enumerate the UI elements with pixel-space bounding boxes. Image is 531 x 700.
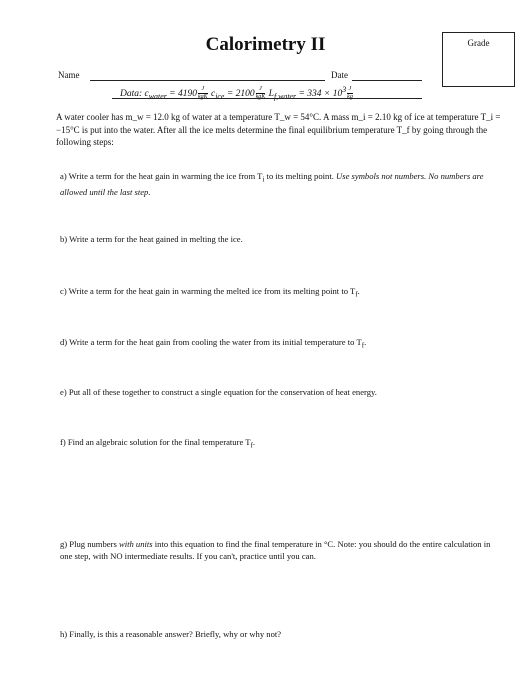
latent-heat-symbol: L — [268, 89, 274, 100]
question-e: e) Put all of these together to construct a single equation for the conservation of heat energy. — [60, 387, 377, 397]
question-h: h) Finally, is this a reasonable answer? Briefly, why or why not? — [60, 629, 282, 639]
c-water-symbol: c — [144, 89, 149, 100]
question-f: f) Find an algebraic solution for the final temperature $T_f$. — [60, 437, 256, 450]
latent-heat-sub: f,water — [273, 92, 297, 102]
latent-heat-unit: $\frac{J}{kg}$ — [347, 86, 353, 101]
data-underline — [112, 98, 422, 99]
question-g: g) Plug numbers with units into this equation to find the final temperature in °C. Note: you should do the entire calculation in one step, with NO intermediate results. If you can't, practice until you can. — [60, 539, 491, 561]
name-line — [90, 80, 325, 81]
c-ice-sub: ice — [215, 92, 225, 102]
c-ice-symbol: c — [211, 89, 216, 100]
grade-box — [442, 32, 515, 87]
date-label: Date — [331, 70, 348, 80]
question-a: a) Write a term for the heat gain in warming the ice from $T_i$ to its melting point. Use symbols not numbers. No numbers are allowed until the last step. — [60, 171, 484, 197]
name-label: Name — [58, 70, 80, 80]
worksheet-title: Calorimetry II — [205, 34, 326, 55]
date-line — [352, 80, 422, 81]
latent-heat-exp: 3 — [342, 85, 347, 94]
problem-statement: A water cooler has m_w = 12.0 kg of water at a temperature T_w = 54°C. A mass m_i = 2.10 kg of ice at temperature T_i = −15°C is put into the water. After all the ice melts determine the final equilibrium temperature T_f by going through the following steps: — [56, 112, 501, 147]
c-water-sub: water — [148, 92, 167, 102]
c-ice-unit: $\frac{J}{\text{kgK}}$ — [255, 86, 266, 101]
c-ice-value: = 2100 — [224, 89, 255, 100]
question-c: c) Write a term for the heat gain in warming the melted ice from its melting point to $T_f$. — [60, 286, 360, 299]
grade-label: Grade — [467, 38, 490, 48]
data-prefix: Data: — [120, 89, 143, 100]
c-water-value: = 4190 — [166, 89, 197, 100]
question-d: d) Write a term for the heat gain from cooling the water from its initial temperature to $T_f$. — [60, 337, 367, 350]
latent-heat-value: = 334 × 10 — [296, 89, 343, 100]
c-water-unit: $\frac{J}{\text{kgK}}$ — [197, 86, 208, 101]
question-b: b) Write a term for the heat gained in melting the ice. — [60, 234, 243, 244]
